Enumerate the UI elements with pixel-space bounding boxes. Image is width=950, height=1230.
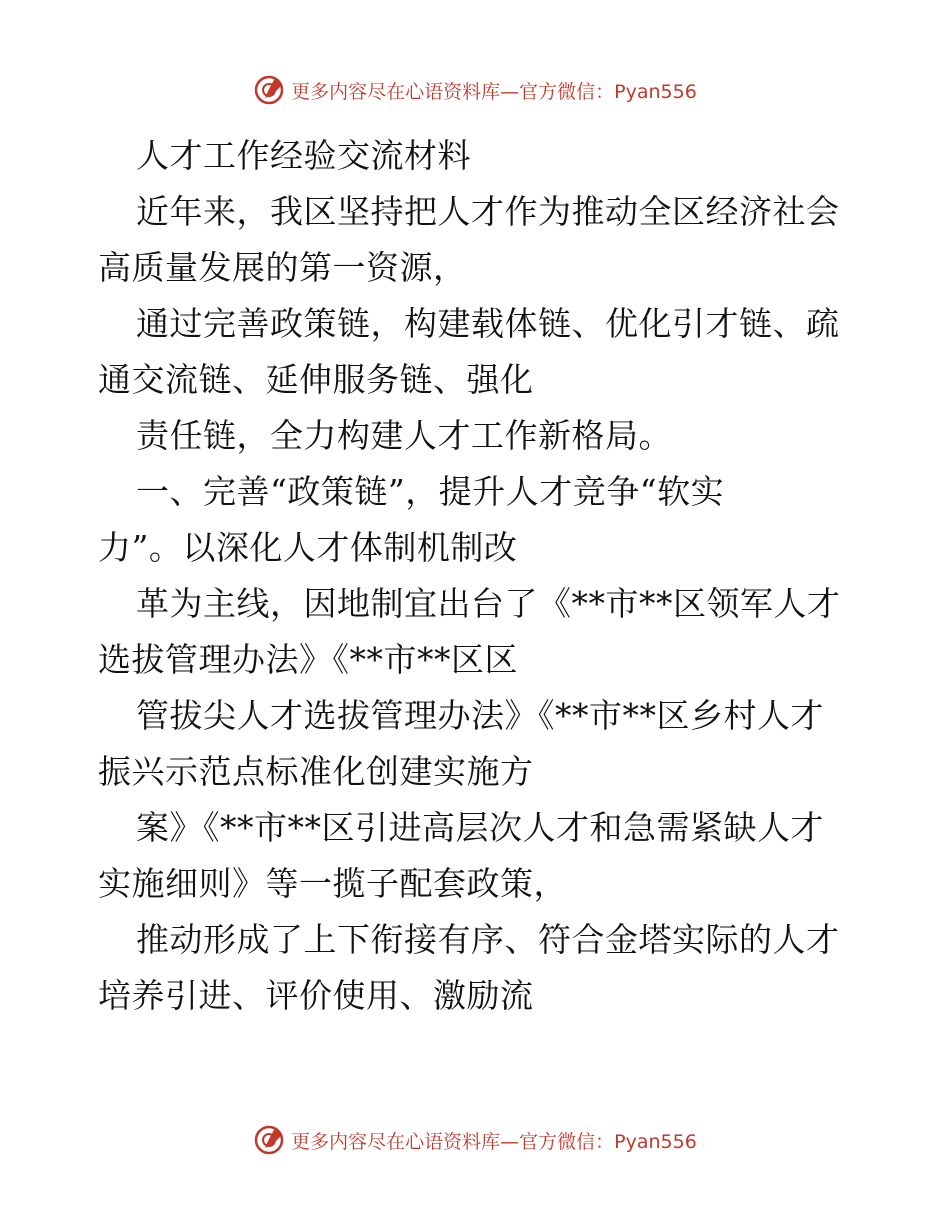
paragraph-line: 培养引进、评价使用、激励流 bbox=[98, 976, 534, 1015]
paragraph-line: 案》《**市**区引进高层次人才和急需紧缺人才 bbox=[136, 808, 824, 847]
paragraph-line: 通过完善政策链，构建载体链、优化引才链、疏 bbox=[136, 304, 840, 343]
logo-icon bbox=[253, 74, 285, 106]
banner-text: 更多内容尽在心语资料库—官方微信：Pyan556 bbox=[291, 80, 697, 103]
paragraph-line: 通交流链、延伸服务链、强化 bbox=[98, 360, 534, 399]
paragraph-line: 高质量发展的第一资源， bbox=[98, 248, 467, 287]
paragraph-line: 管拔尖人才选拔管理办法》《**市**区乡村人才 bbox=[136, 696, 824, 735]
paragraph-line: 力”。以深化人才体制机制改 bbox=[98, 528, 518, 567]
section-heading-line: 一、完善“政策链”，提升人才竞争“软实 bbox=[136, 472, 725, 511]
paragraph-line: 振兴示范点标准化创建实施方 bbox=[98, 752, 534, 791]
paragraph-line: 选拔管理办法》《**市**区区 bbox=[98, 640, 518, 679]
paragraph-line: 革为主线，因地制宜出台了《**市**区领军人才 bbox=[136, 584, 841, 623]
document-title: 人才工作经验交流材料 bbox=[136, 136, 471, 175]
paragraph-line: 实施细则》等一揽子配套政策， bbox=[98, 864, 567, 903]
paragraph-line: 责任链，全力构建人才工作新格局。 bbox=[136, 416, 672, 455]
document-body bbox=[98, 128, 858, 1024]
banner-text: 更多内容尽在心语资料库—官方微信：Pyan556 bbox=[291, 1130, 697, 1153]
logo-icon bbox=[253, 1124, 285, 1156]
header-banner bbox=[0, 74, 950, 106]
paragraph-line: 近年来，我区坚持把人才作为推动全区经济社会 bbox=[136, 192, 840, 231]
paragraph-line: 推动形成了上下衔接有序、符合金塔实际的人才 bbox=[136, 920, 840, 959]
footer-banner bbox=[0, 1124, 950, 1156]
